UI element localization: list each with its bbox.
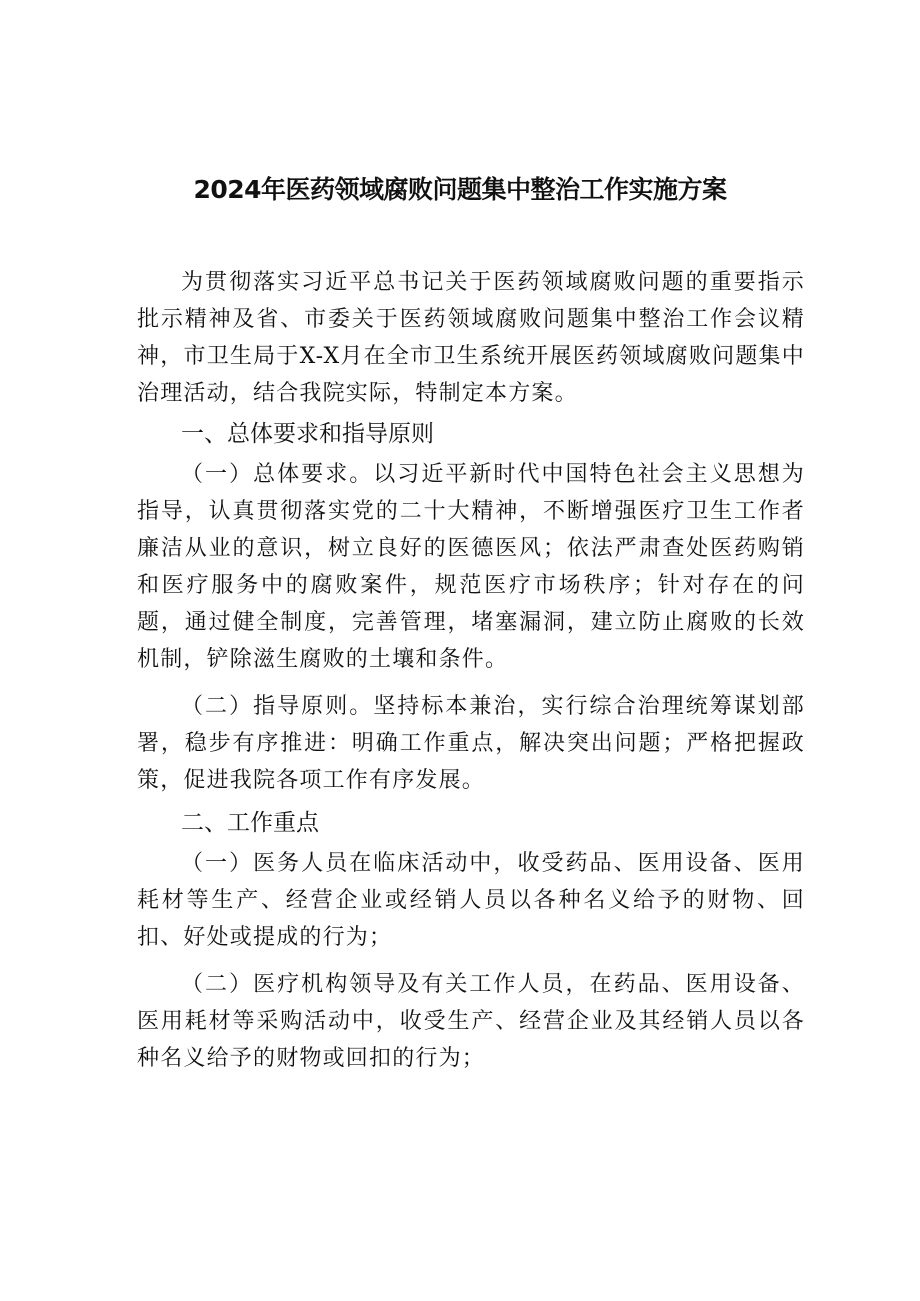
- paragraph-overall-requirements: （一）总体要求。以习近平新时代中国特色社会主义思想为指导，认真贯彻落实党的二十大精神，不断增强医疗卫生工作者廉洁从业的意识，树立良好的医德医风；依法严肃查处医药购销和医疗服务中的腐败案件，规范医疗市场秩序；针对存在的问题，通过健全制度，完善管理，堵塞漏洞，建立防止腐败的长效机制，铲除滋生腐败的土壤和条件。: [137, 462, 805, 672]
- document-body: [137, 264, 805, 1077]
- section-heading-2: 二、工作重点: [181, 810, 319, 836]
- document-title: 2024年医药领域腐败问题集中整治工作实施方案: [193, 175, 727, 204]
- paragraph-key-point-1: （一）医务人员在临床活动中，收受药品、医用设备、医用耗材等生产、经营企业或经销人员以各种名义给予的财物、回扣、好处或提成的行为；: [137, 851, 805, 950]
- paragraph-guiding-principles: （二）指导原则。坚持标本兼治，实行综合治理统筹谋划部署，稳步有序推进：明确工作重点，解决突出问题；严格把握政策，促进我院各项工作有序发展。: [137, 694, 805, 793]
- section-heading-1: 一、总体要求和指导原则: [181, 421, 434, 447]
- intro-paragraph: 为贯彻落实习近平总书记关于医药领域腐败问题的重要指示批示精神及省、市委关于医药领域腐败问题集中整治工作会议精神，市卫生局于X-X月在全市卫生系统开展医药领域腐败问题集中治理活动，结合我院实际，特制定本方案。: [137, 270, 805, 406]
- paragraph-key-point-2: （二）医疗机构领导及有关工作人员，在药品、医用设备、医用耗材等采购活动中，收受生产、经营企业及其经销人员以各种名义给予的财物或回扣的行为；: [137, 972, 805, 1071]
